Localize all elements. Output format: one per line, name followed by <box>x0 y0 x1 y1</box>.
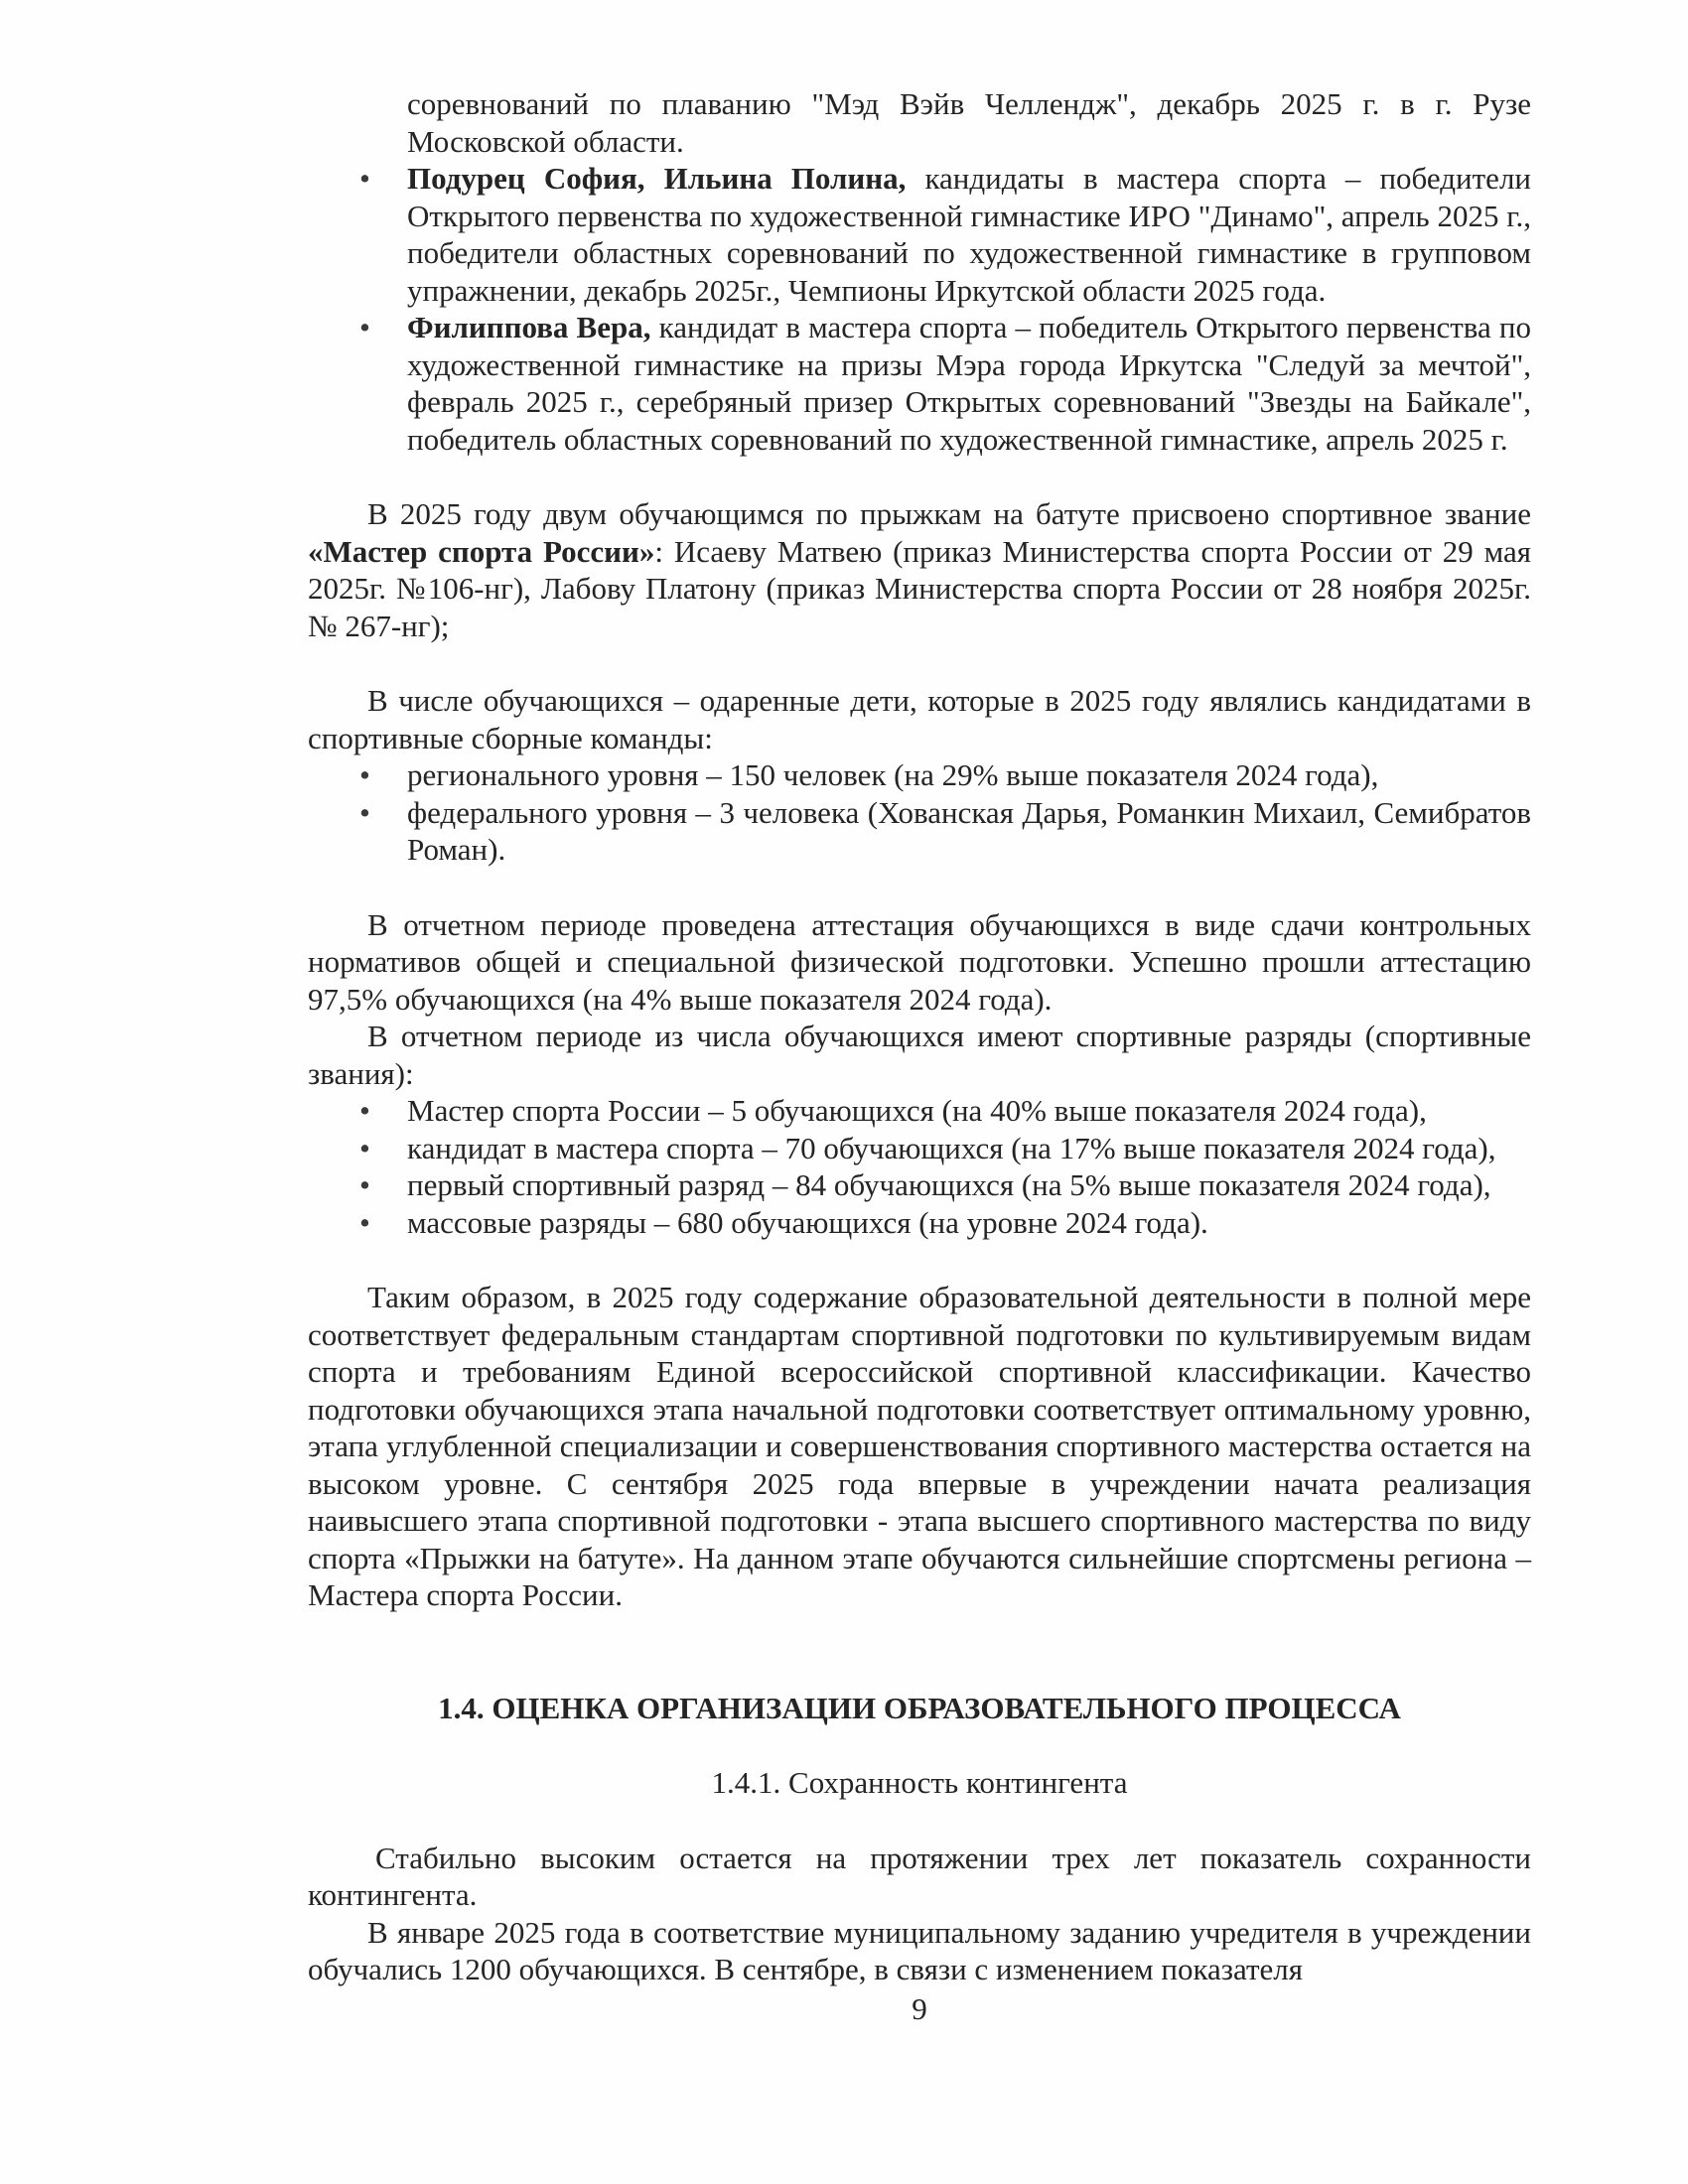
ranks-paragraph: В отчетном периоде из числа обучающихся имеют спортивные разряды (спортивные звания): <box>308 1019 1531 1091</box>
gifted-paragraph: В числе обучающихся – одаренные дети, которые в 2025 году являлись кандидатами в спортивные сборные команды: <box>308 683 1531 755</box>
list-item-text: кандидат в мастера спорта – 70 обучающихся (на 17% выше показателя 2024 года), <box>407 1130 1496 1165</box>
list-item-text: первый спортивный разряд – 84 обучающихся (на 5% выше показателя 2024 года), <box>407 1167 1491 1202</box>
list-item <box>308 794 1531 869</box>
attestation-paragraph: В отчетном периоде проведена аттестация обучающихся в виде сдачи контрольных нормативов общей и специальной физической подготовки. Успешно прошли аттестацию 97,5% обучающихся (на 4% выше показателя 2024 года). <box>308 906 1531 1017</box>
list-item <box>308 1166 1531 1204</box>
conclusion-paragraph: Таким образом, в 2025 году содержание образовательной деятельности в полной мере соответствует федеральным стандартам спортивной подготовки по культивируемым видам спорта и требованиям Единой всероссийской спортивной классификации. Качество подготовки обучающихся этапа начальной подготовки соответствует оптимальному уровню, этапа углубленной специализации и совершенствования спортивного мастерства остается на высоком уровне. С сентября 2025 года впервые в учреждении начата реализация наивысшего этапа спортивной подготовки - этапа высшего спортивного мастерства по виду спорта «Прыжки на батуте». На данном этапе обучаются сильнейшие спортсмены региона – Мастера спорта России. <box>308 1280 1531 1612</box>
paragraph-text: : Исаеву Матвею (приказ Министерства спорта России от 29 мая 2025г. №106-нг), Лабову Платону (приказ Министерства спорта России от 28 ноября 2025г. № 267-нг); <box>308 533 1531 643</box>
msr-paragraph <box>308 495 1531 644</box>
list-item <box>308 756 1531 794</box>
section-heading: 1.4. ОЦЕНКА ОРГАНИЗАЦИИ ОБРАЗОВАТЕЛЬНОГО ПРОЦЕССА <box>438 1690 1401 1725</box>
bullet-icon: • <box>359 794 370 830</box>
list-item <box>308 1092 1531 1130</box>
page-number: 9 <box>912 1990 927 2026</box>
list-item-text: регионального уровня – 150 человек (на 29% выше показателя 2024 года), <box>407 757 1379 792</box>
gifted-list <box>308 756 1531 869</box>
msr-title: «Мастер спорта России» <box>308 533 655 569</box>
list-item <box>308 160 1531 309</box>
bullet-icon: • <box>359 757 370 792</box>
list-item-text: кандидат в мастера спорта – победитель Открытого первенства по художественной гимнастике на призы Мэра города Иркутска "Следуй за мечтой", февраль 2025 г., серебряный призер Открытых соревнований "Звезды на Байкале", победитель областных соревнований по художественной гимнастике, апрель 2025 г. <box>407 310 1532 457</box>
list-item-text: кандидаты в мастера спорта – победители Открытого первенства по художественной гимнастике ИРО "Динамо", апрель 2025 г., победители областных соревнований по художественной гимнастике в групповом упражнении, декабрь 2025г., Чемпионы Иркутской области 2025 года. <box>407 161 1532 308</box>
bullet-icon: • <box>359 310 370 344</box>
ranks-list <box>308 1092 1531 1241</box>
page-content <box>308 85 1531 2027</box>
list-item <box>308 1204 1531 1242</box>
continuation-paragraph: соревнований по плаванию "Мэд Вэйв Челлендж", декабрь 2025 г. в г. Рузе Московской области. <box>407 86 1531 159</box>
athlete-names: Филиппова Вера, <box>407 310 651 344</box>
paragraph-text: В 2025 году двум обучающимся по прыжкам на батуте присвоено спортивное звание <box>367 496 1531 531</box>
january-paragraph: В январе 2025 года в соответствие муниципальному заданию учредителя в учреждении обучались 1200 обучающихся. В сентябре, в связи с изменением показателя <box>308 1914 1531 1986</box>
bullet-icon: • <box>359 1204 370 1240</box>
stability-paragraph: Стабильно высоким остается на протяжении трех лет показатель сохранности контингента. <box>308 1840 1531 1912</box>
athlete-names: Подурец София, Ильина Полина, <box>407 161 907 196</box>
subsection-heading: 1.4.1. Сохранность контингента <box>711 1765 1128 1800</box>
list-item-text: Мастер спорта России – 5 обучающихся (на 40% выше показателя 2024 года), <box>407 1093 1427 1128</box>
list-item <box>308 309 1531 458</box>
bullet-icon: • <box>359 1167 370 1202</box>
bullet-icon: • <box>359 1130 370 1165</box>
list-item <box>308 1130 1531 1167</box>
bullet-icon: • <box>359 1093 370 1128</box>
list-item-text: федерального уровня – 3 человека (Хованская Дарья, Романкин Михаил, Семибратов Роман). <box>407 794 1531 867</box>
bullet-icon: • <box>359 161 370 196</box>
achievements-list <box>308 160 1531 458</box>
list-item-text: массовые разряды – 680 обучающихся (на уровне 2024 года). <box>407 1204 1208 1240</box>
